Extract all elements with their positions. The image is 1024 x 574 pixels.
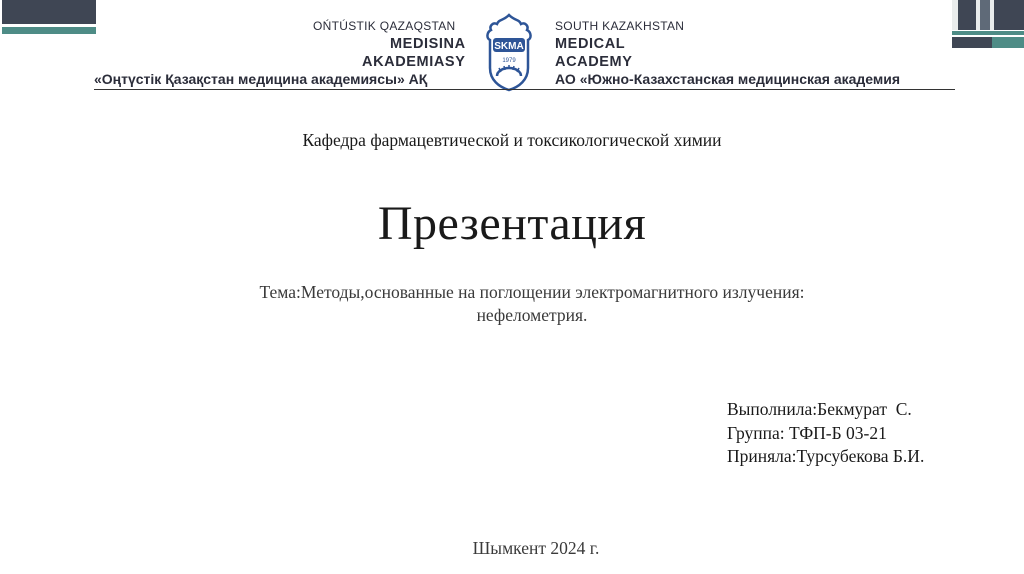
city-year: Шымкент 2024 г. — [472, 538, 600, 558]
logo-kz-full-name: «Оңтүстік Қазақстан медицина академиясы» АҚ — [94, 71, 428, 87]
logo-en-line2: MEDICAL — [555, 36, 626, 52]
logo-kz-line1: OŃTÚSTIK QAZAQSTAN — [313, 19, 456, 33]
logo-ru-full-name: АО «Южно-Казахстанская медицинская академия — [555, 71, 901, 87]
performed-by: Выполнила:Бекмурат С. — [727, 399, 912, 419]
presentation-topic — [0, 281, 1024, 327]
academy-logo-header — [94, 8, 954, 94]
corner-decoration-left — [0, 0, 96, 34]
skma-emblem-year: 1979 — [502, 58, 516, 64]
header-divider — [94, 89, 955, 90]
presentation-title: Презентация — [377, 197, 647, 250]
logo-kz-line3: AKADEMIASY — [362, 54, 466, 70]
corner-decoration-right — [952, 0, 1024, 48]
logo-en-line1: SOUTH KAZAKHSTAN — [555, 19, 685, 33]
skma-emblem-text: SKMA — [494, 41, 524, 52]
accepted-by: Приняла:Турсубекова Б.И. — [727, 446, 925, 466]
group-info: Группа: ТФП-Б 03-21 — [727, 422, 887, 443]
logo-kz-line2: MEDISINA — [390, 36, 466, 52]
authors-block — [727, 398, 924, 469]
department-name: Кафедра фармацевтической и токсикологической химии — [302, 130, 722, 150]
topic-line-1: Тема:Методы,основанные на поглощении электромагнитного излучения: — [259, 282, 805, 302]
topic-line-2: нефелометрия. — [476, 305, 588, 325]
skma-emblem-icon — [479, 12, 539, 92]
logo-en-line3: ACADEMY — [555, 54, 633, 70]
